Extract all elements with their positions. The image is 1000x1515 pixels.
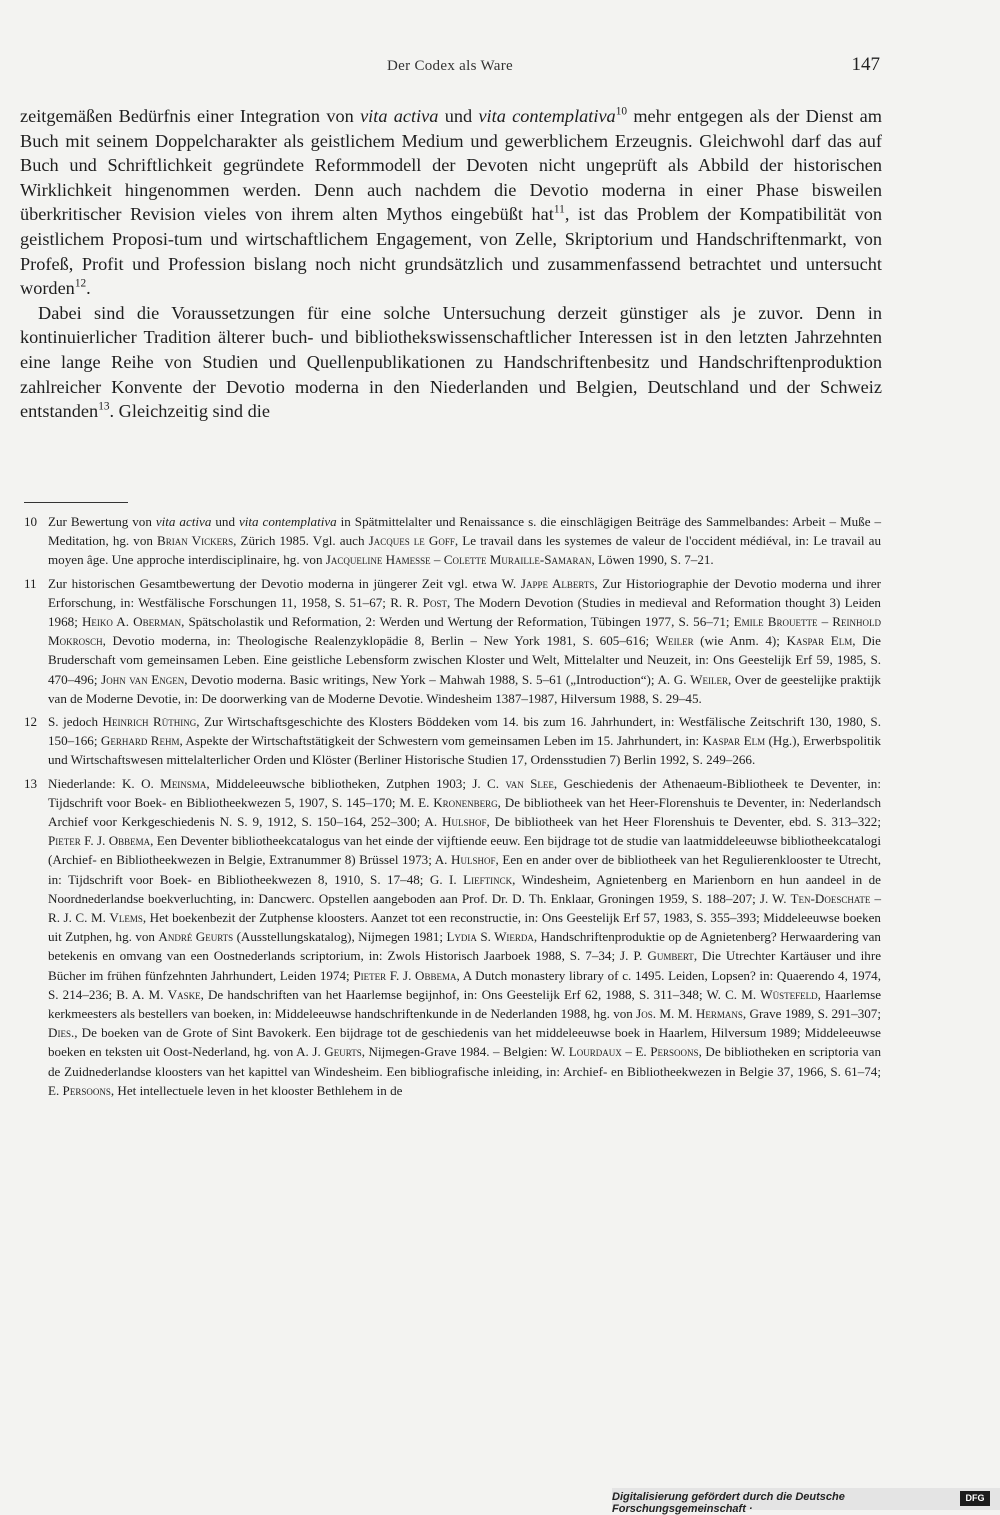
footnote-ref-11[interactable]: 11 bbox=[553, 204, 565, 217]
footnote-ref-10[interactable]: 10 bbox=[615, 105, 628, 118]
footnote-number: 10 bbox=[24, 514, 38, 529]
paragraph-1: zeitgemäßen Bedürfnis einer Integration von vita activa und vita contemplativa$^{10}$ mehr entgegen als der Dienst am Buch mit seinem Doppelcharakter als geistlichem Medium und gewerblichem Erzeugnis. Gleichwohl darf das auf Buch und Schriftlichkeit gegründete Reformmodell der Devoten nicht ungeprüft als Abbild der historischen Wirklichkeit hingenommen werden. Denn auch nachdem die Devotio moderna in einer Phase bisweilen überkritischer Revision vieles von ihrem alten Mythos eingebüßt hat$^{11}$, ist das Problem der Kompatibilität von geistlichem Proposi-tum und wirtschaftlichem Engagement, von Zelle, Skriptorium und Handschriftenmarkt, von Profeß, Profit und Profession bislang noch nicht grundsätzlich und zusammenfassend betrachtet und untersucht worden$^{12}$. bbox=[20, 105, 883, 299]
main-text bbox=[20, 104, 882, 424]
footnote-number: 12 bbox=[24, 714, 38, 730]
footnote-12: 12 S. jedoch Heinrich Rüthing, Zur Wirtschaftsgeschichte des Klosters Böddeken vom 14. bis zum 16. Jahrhundert, in: Westfälische Zeitschrift 130, 1980, S. 150–166; Gerhard Rehm, Aspekte der Wirtschaftstätigkeit der Schwestern vom gemeinsamen Leben im 15. Jahrhundert, in: Kaspar Elm (Hg.), Erwerbspolitik und Wirtschaftswesen mittelalterlicher Orden und Klöster (Berliner Historische Studien 17, Ordensstudien 7) Berlin 1992, S. 249–266. bbox=[24, 714, 881, 768]
paragraph-2: Dabei sind die Voraussetzungen für eine solche Untersuchung derzeit günstiger als je zuvor. Denn in kontinuierlicher Tradition älterer buch- und bibliothekswissenschaftlicher Interessen ist in den letzten Jahrzehnten eine lange Reihe von Studien und Quellenpublikationen zu Handschriftenbesitz und Handschriftenproduktion zahlreicher Konvente der Devotio moderna in den Niederlanden und Belgien, Deutschland und der Schweiz entstanden$^{13}$. Gleichzeitig sind die bbox=[20, 302, 882, 422]
digitization-banner bbox=[612, 1488, 1000, 1515]
footnote-ref-12[interactable]: 12 bbox=[74, 277, 87, 290]
footnote-separator bbox=[24, 502, 128, 503]
footnote-10: 10 Zur Bewertung von vita activa und vita contemplativa in Spätmittelalter und Renaissance s. die einschlägigen Beiträge des Sammelbandes: Arbeit – Muße – Meditation, hg. von Brian Vickers, Zürich 1985. Vgl. auch Jacques le Goff, Le travail dans les systemes de valeur de l'occident médiéval, in: Le travail au moyen âge. Une approche interdisciplinaire, hg. von Jacqueline Hamesse – Colette Muraille-Samaran, Löwen 1990, S. 7–21. bbox=[24, 514, 882, 568]
page-header bbox=[0, 54, 1000, 82]
footnotes bbox=[24, 512, 881, 1104]
footnote-number: 11 bbox=[24, 575, 37, 591]
running-title: Der Codex als Ware bbox=[387, 58, 513, 74]
footnote-number: 13 bbox=[24, 775, 38, 791]
funding-notice: Digitalisierung gefördert durch die Deutsche Forschungsgemeinschaft · bbox=[612, 1491, 845, 1515]
page-number: 147 bbox=[851, 54, 880, 75]
dfg-logo-icon: DFG bbox=[960, 1491, 990, 1506]
footnote-11: 11 Zur historischen Gesamtbewertung der Devotio moderna in jüngerer Zeit vgl. etwa W. Jappe Alberts, Zur Historiographie der Devotio moderna und ihrer Erforschung, in: Westfälische Forschungen 11, 1958, S. 51–67; R. R. Post, The Modern Devotion (Studies in medieval and Reformation thought 3) Leiden 1968; Heiko A. Oberman, Spätscholastik und Reformation, 2: Werden und Wertung der Reformation, Tübingen 1977, S. 56–71; Emile Brouette – Reinhold Mokrosch, Devotio moderna, in: Theologische Realenzyklopädie 8, Berlin – New York 1981, S. 605–616; Weiler (wie Anm. 4); Kaspar Elm, Die Bruderschaft vom gemeinsamen Leben. Eine geistliche Lebensform zwischen Kloster und Welt, Mittelalter und Neuzeit, in: Ons Geestelijk Erf 59, 1985, S. 470–496; John van Engen, Devotio moderna. Basic writings, New York – Mahwah 1988, S. 5–61 („Introduction“); A. G. Weiler, Over de geestelijke praktijk van de Moderne Devotie, in: De doorwerking van de Moderne Devotie. Windesheim 1387–1987, Hilversum 1988, S. 29–45. bbox=[24, 575, 881, 706]
footnote-13: 13 Niederlande: K. O. Meinsma, Middeleeuwsche bibliotheken, Zutphen 1903; J. C. van Slee, Geschiedenis der Athenaeum-Bibliotheek te Deventer, in: Tijdschrift voor Boek- en Bibliotheekwezen 5, 1907, S. 145–170; M. E. Kronenberg, De bibliotheek van het Heer-Florenshuis te Deventer, in: Nederlandsch Archief voor Kerkgeschiedenis N. S. 9, 1912, S. 150–164, 252–300; A. Hulshof, De bibliotheek van het Heer Florenshuis te Deventer, ebd. S. 313–322; Pieter F. J. Obbema, Een Deventer bibliotheekcatalogus van het einde der vijftiende eeuw. Een bijdrage tot de studie van laatmiddeleeuwse bibliotheekcatalogi (Archief- en Bibliotheekwezen in Belgie, Extranummer 8) Brüssel 1973; A. Hulshof, Een en ander over de bibliotheek van het Regulierenklooster te Utrecht, in: Tijdschrift voor Boek- en Bibliotheekwezen 8, 1910, S. 17–48; G. I. Lieftinck, Windesheim, Agnietenberg en Marienborn en hun aandeel in de Noordnederlandse boekverluchting, in: Dancwerc. Opstellen aangeboden aan Prof. Dr. D. Th. Enklaar, Groningen 1959, S. 188–207; J. W. Ten-Doeschate – R. J. C. M. Vlems, Het boekenbezit der Zutphense kloosters. Aanzet tot een reconstructie, in: Ons Geestelijk Erf 57, 1983, S. 355–393; Middeleeuwse boeken uit Zutphen, hg. von André Geurts (Ausstellungskatalog), Nijmegen 1981; Lydia S. Wierda, Handschriftenproduktie op de Agnietenberg? Herwaardering van betekenis en omvang van een Oostnederlands scriptorium, in: Zwols Historisch Jaarboek 1988, S. 7–34; J. P. Gumbert, Die Utrechter Kartäuser und ihre Bücher im frühen fünfzehnten Jahrhundert, Leiden 1974; Pieter F. J. Obbema, A Dutch monastery library of c. 1495. Leiden, Lopsen? in: Quaerendo 4, 1974, S. 214–236; B. A. M. Vaske, De handschriften van het Haarlemse begijnhof, in: Ons Geestelijk Erf 62, 1988, S. 311–348; W. C. M. Wüstefeld, Haarlemse kerkmeesters als bestellers van boeken, in: Middeleeuwse handschriftenkunde in de Nederlanden 1988, hg. von Jos. M. M. Hermans, Grave 1989, S. 291–307; Dies., De boeken van de Grote of Sint Bavokerk. Een bijdrage tot de geschiedenis van het middeleeuwse boek in Haarlem, Hilversum 1989; Middeleeuwse boeken en teksten uit Oost-Nederland, hg. von A. J. Geurts, Nijmegen-Grave 1984. – Belgien: W. Lourdaux – E. Persoons, De bibliotheken en scriptoria van de Zuidnederlandse kloosters van het kapittel van Windesheim. Een bibliografische inleiding, in: Archief- en Bibliotheekwezen in Belgie 37, 1966, S. 61–74; E. Persoons, Het intellectuele leven in het klooster Bethlehem in de bbox=[24, 775, 882, 1098]
footnote-ref-13[interactable]: 13 bbox=[98, 400, 110, 413]
